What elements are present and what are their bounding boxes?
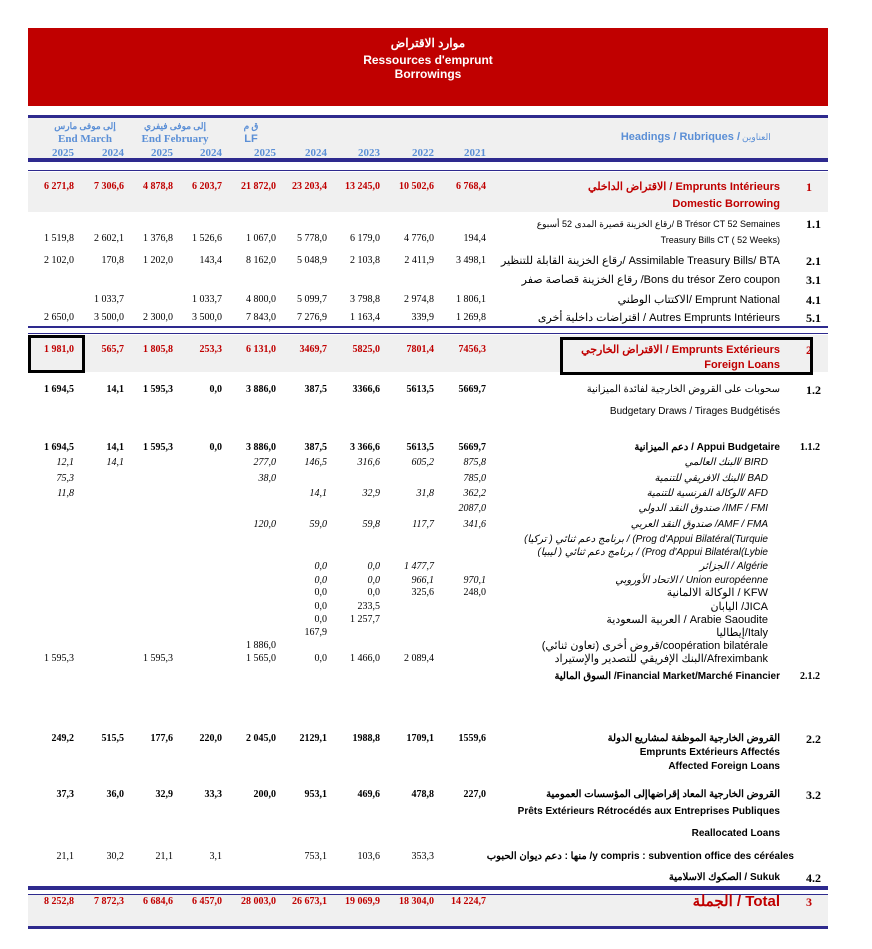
cell-value: 1 067,0	[246, 233, 276, 244]
cell-value: 1 466,0	[350, 653, 380, 664]
title-fr: Ressources d'emprunt	[363, 53, 493, 67]
row-label: الجملة / Total	[692, 893, 780, 910]
cell-value: 0,0	[367, 575, 380, 586]
row-label: Emprunts Extérieurs Affectés	[639, 747, 780, 758]
cell-value: 117,7	[412, 519, 434, 530]
row-label: صندوق النقد العربي /AMF / FMA	[630, 519, 768, 530]
cell-value: 6 768,4	[456, 181, 486, 192]
cell-value: 18 304,0	[399, 896, 434, 907]
cell-value: 143,4	[199, 255, 222, 266]
highlight-box-label	[560, 337, 813, 375]
year-header: 2024	[200, 147, 222, 159]
row-number: 3.2	[806, 788, 821, 802]
cell-value: 30,2	[106, 851, 124, 862]
cell-value: 3,1	[209, 851, 222, 862]
cell-value: 1 595,3	[44, 653, 74, 664]
cell-value: 0,0	[209, 442, 222, 453]
title-ar: موارد الاقتراض	[390, 36, 466, 50]
row-label: الجزائر / Algérie	[699, 561, 768, 572]
headings-label: Headings / Rubriques /	[620, 131, 740, 143]
cell-value: 33,3	[204, 789, 222, 800]
cell-value: 249,2	[51, 733, 74, 744]
title-en: Borrowings	[394, 67, 462, 81]
cell-value: 6 131,0	[246, 344, 276, 355]
cell-value: 1 257,7	[350, 614, 380, 625]
row-label: دعم الميزانية / Appui Budgetaire	[634, 442, 780, 453]
row-label: رقاع الخزينة قصيرة المدى 52 أسبوع/ B Trésor CT 52 Semaines	[536, 219, 780, 229]
cell-value: 605,2	[411, 457, 434, 468]
rule	[28, 926, 828, 929]
cell-value: 11,8	[57, 488, 74, 499]
row-label: العربية السعودية / Arabie Saoudite	[606, 614, 768, 626]
cell-value: 1 163,4	[350, 312, 380, 323]
cell-value: 194,4	[463, 233, 486, 244]
cell-value: 5613,5	[406, 384, 434, 395]
year-header: 2021	[464, 147, 486, 159]
cell-value: 7 843,0	[246, 312, 276, 323]
row-label: الوكالة الفرنسية للتنمية/ AFD	[646, 488, 768, 499]
cell-value: 13 245,0	[345, 181, 380, 192]
cell-value: 785,0	[463, 473, 486, 484]
group-lf: LF	[244, 133, 258, 145]
row-label: Reallocated Loans	[691, 828, 780, 839]
cell-value: 59,0	[309, 519, 327, 530]
cell-value: 6 271,8	[44, 181, 74, 192]
cell-value: 3 886,0	[246, 384, 276, 395]
row-label: الاتحاد الأوروبي / Union européenne	[615, 575, 768, 586]
row-number: 3.1	[806, 273, 821, 287]
cell-value: 362,2	[463, 488, 486, 499]
cell-value: 0,0	[314, 614, 327, 625]
cell-value: 28 003,0	[241, 896, 276, 907]
row-label: Budgetary Draws / Tirages Budgétisés	[609, 406, 780, 417]
cell-value: 3366,6	[352, 384, 380, 395]
row-label: Prêts Extérieurs Rétrocédés aux Entreprises Publiques	[517, 806, 780, 817]
cell-value: 3 500,0	[94, 312, 124, 323]
cell-value: 120,0	[253, 519, 276, 530]
cell-value: 4 878,8	[143, 181, 173, 192]
row-number: 3	[806, 895, 812, 909]
row-number: 2.1.2	[800, 671, 820, 682]
row-label: البنك الإفريقي للتصدير والإستيراد/Afreximbank	[554, 653, 768, 665]
cell-value: 2 102,0	[44, 255, 74, 266]
cell-value: 3469,7	[299, 344, 327, 355]
cell-value: 1 202,0	[143, 255, 173, 266]
cell-value: 146,5	[304, 457, 327, 468]
cell-value: 1 033,7	[94, 294, 124, 305]
cell-value: 1709,1	[406, 733, 434, 744]
cell-value: 10 502,6	[399, 181, 434, 192]
year-header: 2025	[52, 147, 74, 159]
cell-value: 0,0	[314, 601, 327, 612]
cell-value: 6 203,7	[192, 181, 222, 192]
cell-value: 970,1	[463, 575, 486, 586]
row-label: سحوبات على القروض الخارجية لفائدة الميزانية	[586, 384, 780, 395]
cell-value: 3 498,1	[456, 255, 486, 266]
cell-value: 2 300,0	[143, 312, 173, 323]
cell-value: 0,0	[314, 587, 327, 598]
cell-value: 6 179,0	[350, 233, 380, 244]
cell-value: 248,0	[463, 587, 486, 598]
row-number: 5.1	[806, 311, 821, 325]
row-label: قروض أخرى (تعاون ثنائي)/coopération bilatérale	[541, 640, 768, 652]
row-number: 1.1	[806, 217, 821, 231]
cell-value: 26 673,1	[292, 896, 327, 907]
cell-value: 220,0	[199, 733, 222, 744]
cell-value: 469,6	[357, 789, 380, 800]
group-ar-february: إلى موفى فيفري	[143, 121, 207, 131]
row-label: القروض الخارجية الموظفة لمشاريع الدولة	[607, 733, 780, 744]
cell-value: 177,6	[150, 733, 173, 744]
cell-value: 316,6	[357, 457, 380, 468]
row-label: Affected Foreign Loans	[668, 761, 780, 772]
cell-value: 227,0	[463, 789, 486, 800]
rule	[28, 886, 828, 890]
cell-value: 1988,8	[352, 733, 380, 744]
year-header: 2025	[254, 147, 276, 159]
row-label: برنامج دعم ثنائي ( ليبيا) / (Prog d'Appui Bilatéral(Lybie	[537, 547, 768, 558]
cell-value: 4 776,0	[404, 233, 434, 244]
headings-ar: العناوين	[742, 132, 771, 142]
row-number: 1	[806, 180, 812, 194]
cell-value: 6 684,6	[143, 896, 173, 907]
cell-value: 3 886,0	[246, 442, 276, 453]
row-number: 1.1.2	[800, 442, 820, 453]
row-label: رقاع الخزينة القابلة للتنظير/ Assimilable Treasury Bills/ BTA	[501, 255, 780, 267]
cell-value: 2 974,8	[404, 294, 434, 305]
cell-value: 21,1	[56, 851, 74, 862]
year-header: 2022	[412, 147, 434, 159]
row-number: 2.2	[806, 732, 821, 746]
cell-value: 339,9	[411, 312, 434, 323]
cell-value: 1 595,3	[143, 653, 173, 664]
cell-value: 14,1	[106, 384, 124, 395]
cell-value: 38,0	[258, 473, 276, 484]
cell-value: 1 595,3	[143, 442, 173, 453]
row-label: الاقتراض الداخلي / Emprunts Intérieurs	[588, 181, 780, 193]
cell-value: 7 276,9	[297, 312, 327, 323]
row-label: Treasury Bills CT ( 52 Weeks)	[660, 235, 780, 245]
row-label: برنامج دعم ثنائي ( تركيا) / (Prog d'Appui Bilatéral(Turquie	[524, 534, 768, 545]
year-header: 2025	[151, 147, 173, 159]
cell-value: 966,1	[411, 575, 434, 586]
row-label: إيطاليا/Italy	[716, 627, 768, 639]
cell-value: 7 306,6	[94, 181, 124, 192]
row-number: 4.2	[806, 871, 821, 885]
year-header: 2024	[102, 147, 124, 159]
cell-value: 0,0	[209, 384, 222, 395]
cell-value: 2 650,0	[44, 312, 74, 323]
cell-value: 387,5	[304, 384, 327, 395]
row-number: 2.1	[806, 254, 821, 268]
rule	[28, 333, 828, 334]
cell-value: 2 045,0	[246, 733, 276, 744]
cell-value: 103,6	[357, 851, 380, 862]
cell-value: 5613,5	[406, 442, 434, 453]
cell-value: 515,5	[101, 733, 124, 744]
group-ar-march: إلى موفى مارس	[54, 121, 116, 131]
cell-value: 2 602,1	[94, 233, 124, 244]
cell-value: 1 269,8	[456, 312, 486, 323]
cell-value: 170,8	[101, 255, 124, 266]
row-number: 4.1	[806, 293, 821, 307]
row-label: Domestic Borrowing	[672, 198, 780, 210]
cell-value: 19 069,9	[345, 896, 380, 907]
cell-value: 1559,6	[458, 733, 486, 744]
cell-value: 167,9	[304, 627, 327, 638]
row-label: Foreign Loans	[704, 359, 780, 371]
cell-value: 4 800,0	[246, 294, 276, 305]
cell-value: 23 203,4	[292, 181, 327, 192]
cell-value: 5669,7	[458, 384, 486, 395]
row-number: 2	[806, 343, 812, 357]
row-label: اقتراضات داخلية أخرى / Autres Emprunts Intérieurs	[537, 312, 780, 324]
cell-value: 478,8	[411, 789, 434, 800]
title-banner	[28, 28, 828, 106]
cell-value: 5669,7	[458, 442, 486, 453]
row-label: صندوق النقد الدولي /IMF / FMI	[638, 503, 768, 514]
cell-value: 200,0	[253, 789, 276, 800]
group-end-march: End March	[58, 133, 112, 145]
row-label: الاكتتاب الوطني/ Emprunt National	[617, 294, 780, 306]
cell-value: 32,9	[155, 789, 173, 800]
row-label: القروض الخارجية المعاد إقراضهاإلى المؤسسات العمومية	[546, 789, 780, 800]
rule	[28, 326, 828, 328]
cell-value: 75,3	[56, 473, 74, 484]
cell-value: 2129,1	[299, 733, 327, 744]
cell-value: 6 457,0	[192, 896, 222, 907]
cell-value: 2087,0	[458, 503, 486, 514]
cell-value: 3 798,8	[350, 294, 380, 305]
cell-value: 1 694,5	[44, 384, 74, 395]
cell-value: 31,8	[416, 488, 434, 499]
cell-value: 753,1	[304, 851, 327, 862]
highlight-box-value	[28, 335, 85, 373]
cell-value: 253,3	[199, 344, 222, 355]
cell-value: 1 565,0	[246, 653, 276, 664]
cell-value: 3 500,0	[192, 312, 222, 323]
cell-value: 953,1	[304, 789, 327, 800]
cell-value: 21 872,0	[241, 181, 276, 192]
cell-value: 8 252,8	[44, 896, 74, 907]
cell-value: 36,0	[106, 789, 124, 800]
cell-value: 5 099,7	[297, 294, 327, 305]
row-label: منها : دعم ديوان الحبوب /y compris : subvention office des céréales	[486, 851, 794, 862]
year-header: 2024	[305, 147, 327, 159]
cell-value: 1 595,3	[143, 384, 173, 395]
cell-value: 0,0	[314, 575, 327, 586]
cell-value: 7 872,3	[94, 896, 124, 907]
cell-value: 7801,4	[406, 344, 434, 355]
cell-value: 37,3	[56, 789, 74, 800]
cell-value: 5 048,9	[297, 255, 327, 266]
cell-value: 0,0	[367, 587, 380, 598]
cell-value: 0,0	[367, 561, 380, 572]
row-label: السوق المالية /Financial Market/Marché Financier	[554, 671, 780, 682]
cell-value: 233,5	[357, 601, 380, 612]
cell-value: 387,5	[304, 442, 327, 453]
cell-value: 14,1	[106, 457, 124, 468]
cell-value: 0,0	[314, 561, 327, 572]
row-label: الوكالة الالمانية / KFW	[666, 587, 768, 599]
cell-value: 7456,3	[458, 344, 486, 355]
year-header: 2023	[358, 147, 380, 159]
cell-value: 1 526,6	[192, 233, 222, 244]
cell-value: 14,1	[106, 442, 124, 453]
cell-value: 1 694,5	[44, 442, 74, 453]
row-label: البنك الافريقي للتنمية/ BAD	[654, 473, 768, 484]
group-ar-lf: ق م	[243, 121, 259, 131]
row-label: رقاع الخزينة قصاصة صفر /Bons du trésor Zero coupon	[521, 274, 780, 286]
row-label: الصكوك الاسلامية / Sukuk	[668, 872, 780, 883]
cell-value: 353,3	[411, 851, 434, 862]
cell-value: 0,0	[314, 653, 327, 664]
cell-value: 875,8	[463, 457, 486, 468]
cell-value: 14,1	[309, 488, 327, 499]
cell-value: 1 805,8	[143, 344, 173, 355]
cell-value: 32,9	[362, 488, 380, 499]
row-number: 1.2	[806, 383, 821, 397]
cell-value: 2 103,8	[350, 255, 380, 266]
rule	[28, 170, 828, 171]
cell-value: 1 376,8	[143, 233, 173, 244]
cell-value: 277,0	[253, 457, 276, 468]
cell-value: 12,1	[56, 457, 74, 468]
cell-value: 1 033,7	[192, 294, 222, 305]
cell-value: 341,6	[463, 519, 486, 530]
cell-value: 1 806,1	[456, 294, 486, 305]
cell-value: 1 886,0	[246, 640, 276, 651]
cell-value: 5 778,0	[297, 233, 327, 244]
cell-value: 3 366,6	[350, 442, 380, 453]
cell-value: 14 224,7	[451, 896, 486, 907]
cell-value: 5825,0	[352, 344, 380, 355]
cell-value: 2 089,4	[404, 653, 434, 664]
cell-value: 8 162,0	[246, 255, 276, 266]
cell-value: 565,7	[101, 344, 124, 355]
cell-value: 1 519,8	[44, 233, 74, 244]
cell-value: 2 411,9	[404, 255, 434, 266]
row-label: اليابان /JICA	[710, 601, 768, 613]
row-label: البنك العالمي/ BIRD	[684, 457, 768, 468]
cell-value: 59,8	[362, 519, 380, 530]
cell-value: 21,1	[155, 851, 173, 862]
cell-value: 325,6	[411, 587, 434, 598]
cell-value: 1 477,7	[404, 561, 434, 572]
cell-value: 1 981,0	[44, 344, 74, 355]
group-end-february: End February	[141, 133, 209, 145]
row-label: الاقتراض الخارجي / Emprunts Extérieurs	[581, 344, 780, 356]
